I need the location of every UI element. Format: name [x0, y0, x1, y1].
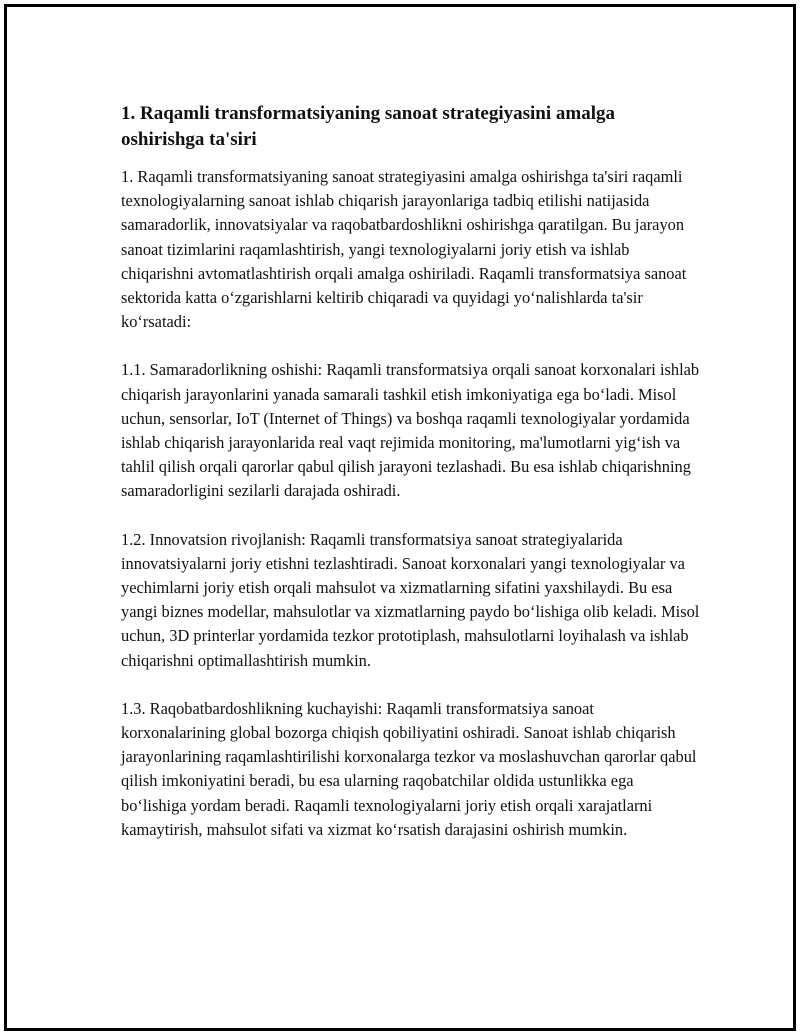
intro-paragraph: 1. Raqamli transformatsiyaning sanoat strategiyasini amalga oshirishga ta'siri raqamli texnologiyalarning sanoat ishlab chiqarish jarayonlariga tadbiq etilishi natijasida samaradorlik, innovatsiyalar va raqobatbardoshlikni oshirishga qaratilgan. Bu jarayon sanoat tizimlarini raqamlashtirish, yangi texnologiyalarni joriy etish va ishlab chiqarishni avtomatlashtirish orqali amalga oshiriladi. Raqamli transformatsiya sanoat sektorida katta oʻzgarishlarni keltirib chiqaradi va quyidagi yoʻnalishlarda ta'sir koʻrsatadi: [121, 167, 687, 332]
page-frame [4, 4, 796, 1031]
section-1-2-paragraph: 1.2. Innovatsion rivojlanish: Raqamli transformatsiya sanoat strategiyalarida innovatsiyalarni joriy etishni tezlashtiradi. Sanoat korxonalari yangi texnologiyalar va yechimlarni joriy etish orqali mahsulot va xizmatlarning sifatini yaxshilaydi. Bu esa yangi biznes modellar, mahsulotlar va xizmatlarning paydo boʻlishiga olib keladi. Misol uchun, 3D printerlar yordamida tezkor prototiplash, mahsulotlarni loyihalash va ishlab chiqarishni optimallashtirish mumkin. [121, 529, 700, 670]
section-1-3-paragraph: 1.3. Raqobatbardoshlikning kuchayishi: Raqamli transformatsiya sanoat korxonalarining global bozorga chiqish qobiliyatini oshiradi. Sanoat ishlab chiqarish jarayonlarining raqamlashtirilishi korxonalarga tezkor va moslashuvchan qarorlar qabul qilish imkoniyatini beradi, bu esa ularning raqobatchilar oldida ustunlikka ega boʻlishiga yordam beradi. Raqamli texnologiyalarni joriy etish orqali xarajatlarni kamaytirish, mahsulot sifati va xizmat koʻrsatish darajasini oshirish mumkin. [121, 698, 697, 839]
section-1-1-paragraph: 1.1. Samaradorlikning oshishi: Raqamli transformatsiya orqali sanoat korxonalari ishlab chiqarish jarayonlarini yanada samarali tashkil etish imkoniyatiga ega boʻladi. Misol uchun, sensorlar, IoT (Internet of Things) va boshqa raqamli texnologiyalar yordamida ishlab chiqarish jarayonlarida real vaqt rejimida monitoring, ma'lumotlarni yigʻish va tahlil qilish orqali qarorlar qabul qilish jarayoni tezlashadi. Bu esa ishlab chiqarishning samaradorligini sezilarli darajada oshiradi. [121, 360, 700, 501]
document-title: 1. Raqamli transformatsiyaning sanoat strategiyasini amalga oshirishga ta'siri [121, 103, 615, 150]
document-body [121, 101, 701, 866]
